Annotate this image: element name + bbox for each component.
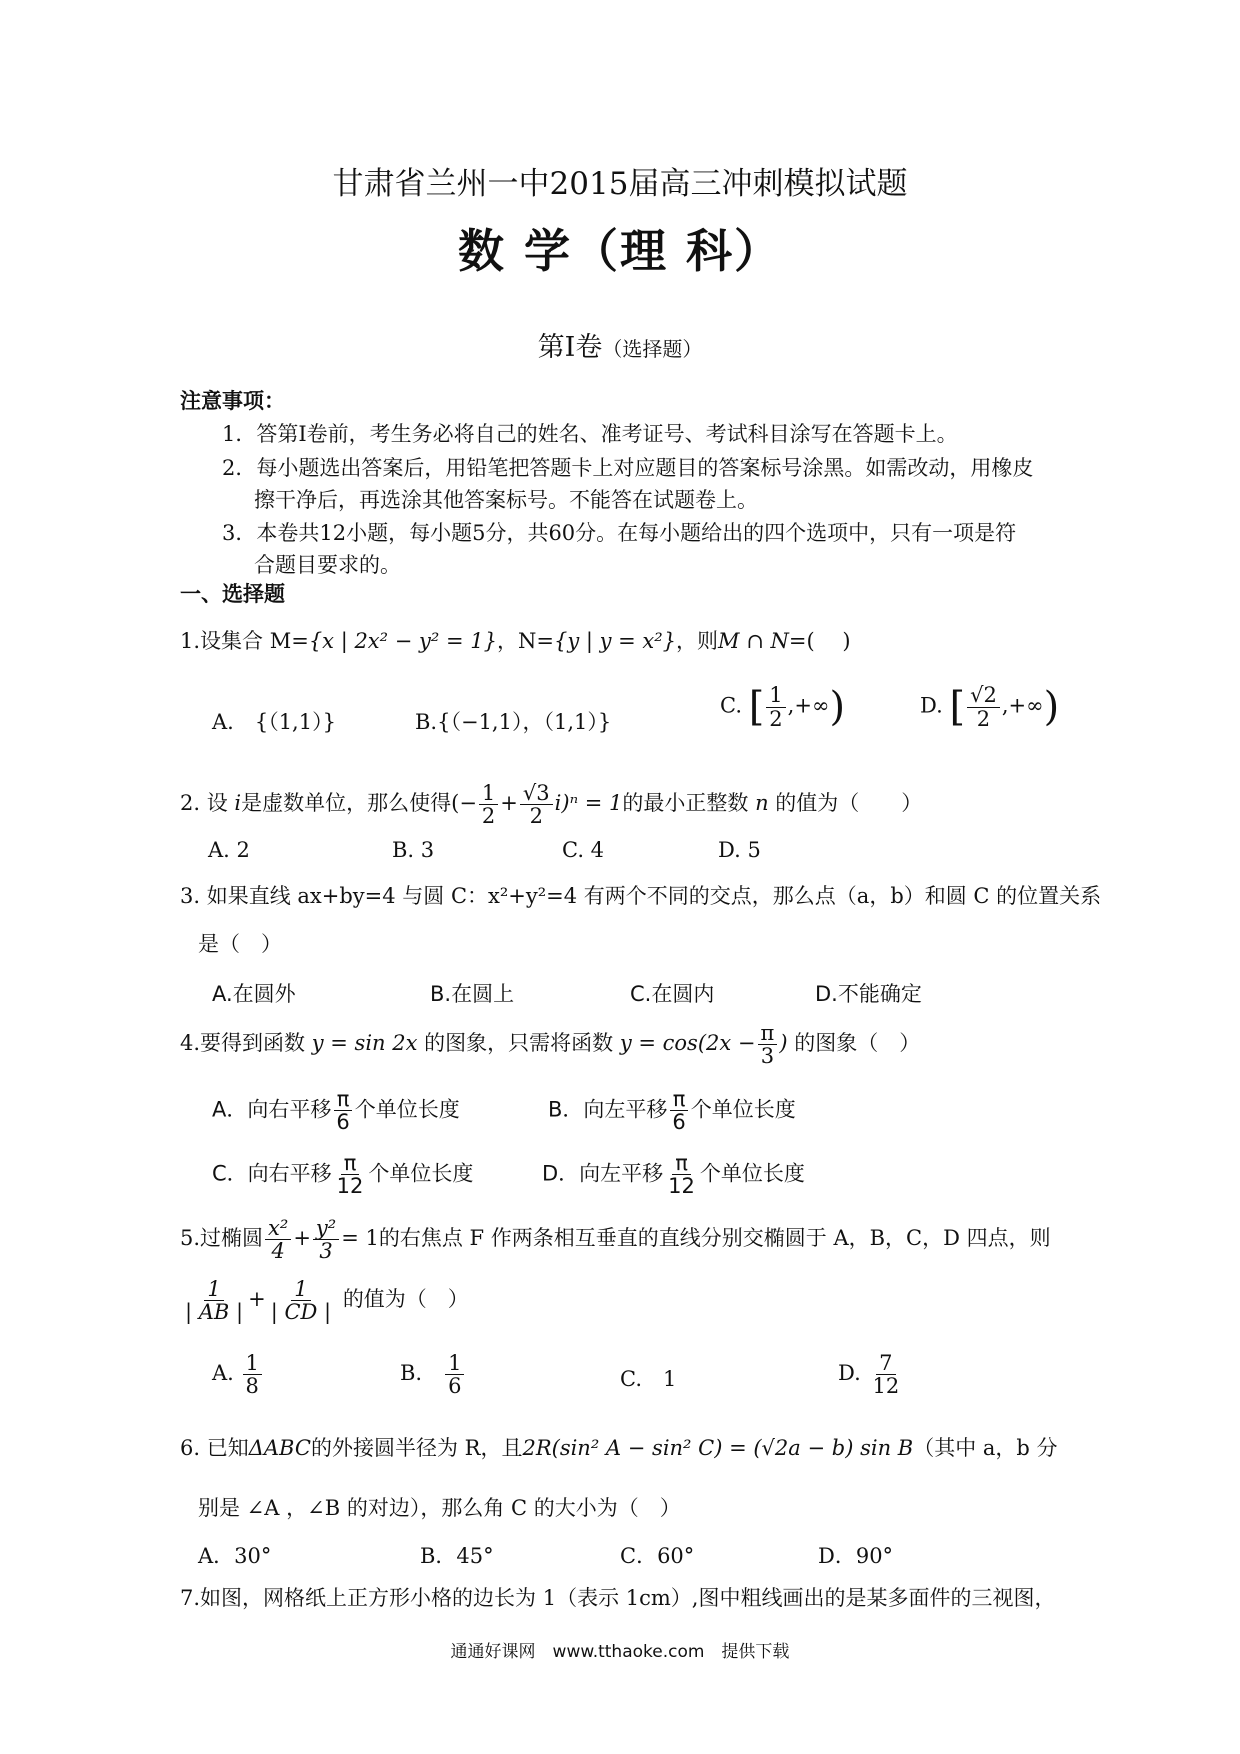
q5-ab-num: 1 [204,1278,223,1301]
q1-option-d [920,684,1059,730]
q1-c-open-bracket: [ [748,684,765,730]
q5-option-b [400,1352,466,1397]
q2-f2-num: √3 [520,782,553,805]
q4-function-2-pre: y = cos(2x − [619,1031,756,1056]
q5-cd-num: 1 [291,1278,310,1301]
q4-d-unit: 个单位长度 [699,1161,805,1186]
q4-a-den: 6 [336,1110,350,1135]
q4-fraction [758,1022,778,1067]
q6-triangle: ΔABC [248,1436,311,1460]
q6-text-b: 的外接圆半径为 R，且 [310,1436,523,1460]
q4-d-num: π [672,1152,691,1175]
q2-f2-den: 2 [529,804,543,829]
note-1: 1．答第Ⅰ卷前，考生务必将自己的姓名、准考证号、考试科目涂写在答题卡上。 [222,422,958,446]
q1-c-fraction [766,684,785,729]
notes-heading: 注意事项： [180,389,285,413]
q4-function-1: y = sin 2x [311,1031,418,1056]
q1-text-a: 1.设集合 M= [180,629,309,653]
q4-d-pre: D．向左平移 [542,1161,664,1186]
q4-a-pre: A．向右平移 [212,1097,332,1122]
q4-d-fraction [665,1152,698,1197]
q3-option-b: B.在圆上 [430,982,515,1006]
q4-c-pre: C．向右平移 [212,1161,332,1186]
q5-d-label: D. [838,1361,861,1386]
q5-cd-den: | CD | [270,1300,332,1325]
q5-b-label: B. [400,1361,423,1386]
q5-a-num: 1 [243,1352,262,1375]
q6-text-c: （其中 a，b 分 [913,1436,1058,1460]
q4-option-a [212,1088,460,1133]
q2-option-c: C. 4 [562,838,605,862]
question-5-stem-line-2 [180,1278,469,1323]
question-5-stem-line-1 [180,1217,1051,1262]
q6-option-c: C．60° [620,1544,695,1568]
q4-a-num: π [334,1088,353,1111]
q1-set-m: {x | 2x² − y² = 1} [308,629,497,653]
q1-set-n: {y | y = x²} [553,629,677,653]
q4-a-unit: 个单位长度 [354,1097,460,1122]
q4-function-2-post: ) [779,1031,788,1056]
q2-text-a: 2. 设 [180,791,228,816]
q5-text-a: 5.过椭圆 [180,1226,264,1251]
q1-c-num: 1 [766,684,785,707]
q1-option-b: B.{（−1,1），（1,1）} [415,710,612,734]
q5-d-den: 12 [872,1374,900,1399]
q4-b-pre: B．向左平移 [548,1097,668,1122]
q5-a-den: 8 [245,1374,259,1399]
q2-option-d: D. 5 [718,838,761,862]
q1-d-fraction [967,684,1000,729]
q4-b-fraction [669,1088,688,1133]
q6-formula: 2R(sin² A − sin² C) = (√2a − b) sin B [522,1436,914,1460]
q5-b-fraction [445,1352,464,1397]
q2-n: n [755,791,769,816]
q5-x-den: 4 [271,1239,285,1264]
q2-post: i)ⁿ = 1 [554,791,623,816]
note-2b: 擦干净后，再选涂其他答案标号。不能答在试题卷上。 [254,488,758,512]
question-3-line-2: 是（ ） [198,932,282,956]
q2-i: i [234,791,242,816]
q1-c-tail: ,+∞ [787,693,830,718]
q4-d-den: 12 [668,1174,695,1199]
q4-text-a: 4.要得到函数 [180,1031,306,1056]
q5-eq: = 1 [341,1226,379,1251]
part-heading [0,325,1240,364]
q1-option-c [720,684,845,730]
q4-b-unit: 个单位长度 [690,1097,796,1122]
part-main: 第Ⅰ卷 [537,332,603,363]
q2-f1-num: 1 [479,782,498,805]
q2-fraction-2 [520,782,553,827]
q5-fraction-ab [182,1278,246,1323]
q4-f-num: π [758,1022,778,1045]
q5-option-a [212,1352,264,1397]
question-2-stem [180,782,922,827]
note-3a: 3．本卷共12小题，每小题5分，共60分。在每小题给出的四个选项中，只有一项是符 [222,521,1017,545]
q3-option-a: A.在圆外 [212,982,296,1006]
q1-d-den: 2 [976,706,991,731]
q4-c-unit: 个单位长度 [368,1161,474,1186]
q2-text-c: 的最小正整数 [622,791,749,816]
q5-b-num: 1 [445,1352,464,1375]
q2-text-b: 是虚数单位，那么使得 [241,791,452,816]
q1-c-close-paren: ) [829,684,846,730]
q6-option-b: B．45° [420,1544,494,1568]
q4-text-b: 的图象，只需将函数 [424,1031,614,1056]
question-3-line-1: 3. 如果直线 ax+by=4 与圆 C：x²+y²=4 有两个不同的交点，那么点（a，b）和圆 C 的位置关系 [180,884,1102,908]
q4-b-den: 6 [672,1110,686,1135]
q5-x-num: x² [265,1217,291,1240]
subject-title: 数 学（理 科） [457,224,783,278]
q3-option-c: C.在圆内 [630,982,715,1006]
part-sub: （选择题） [602,337,703,361]
q4-c-fraction [334,1152,367,1197]
q6-option-a: A．30° [198,1544,272,1568]
q4-b-num: π [670,1088,689,1111]
question-4-stem [180,1022,920,1067]
exam-title: 甘肃省兰州一中2015届高三冲刺模拟试题 [332,166,908,202]
q4-text-c: 的图象（ ） [794,1031,921,1056]
q5-y-num: y² [313,1217,339,1240]
q1-c-den: 2 [769,706,783,731]
page-footer: 通通好课网 www.tthaoke.com 提供下载 [450,1642,790,1662]
q2-option-a: A. 2 [208,838,250,862]
q5-text-b: 的右焦点 F 作两条相互垂直的直线分别交椭圆于 A，B，C，D 四点，则 [378,1226,1051,1251]
q5-option-d [838,1352,904,1397]
q4-c-den: 12 [336,1174,364,1199]
section-heading: 一、选择题 [180,582,285,606]
q5-option-c: C. 1 [620,1367,677,1391]
q3-option-d: D.不能确定 [815,982,922,1006]
q5-fraction-x [265,1217,291,1262]
question-7-line-1: 7.如图，网格纸上正方形小格的边长为 1（表示 1cm）,图中粗线画出的是某多面件的三视图， [180,1586,1056,1610]
q5-d-fraction [869,1352,902,1397]
q1-d-close-paren: ) [1043,684,1060,730]
q6-option-d: D．90° [818,1544,894,1568]
q4-f-den: 3 [760,1044,775,1069]
q5-fraction-cd [268,1278,334,1323]
q6-text-a: 6. 已知 [180,1436,249,1460]
q4-option-b [548,1088,796,1133]
q1-d-num: √2 [967,684,1000,707]
note-2a: 2．每小题选出答案后，用铅笔把答题卡上对应题目的答案标号涂黑。如需改动，用橡皮 [222,456,1034,480]
q1-d-tail: ,+∞ [1001,693,1044,718]
q4-option-d [542,1152,805,1197]
question-6-line-2: 别是 ∠A ，∠B 的对边），那么角 C 的大小为（ ） [198,1496,681,1520]
q5-y-den: 3 [319,1239,333,1264]
q2-pre: (− [451,791,477,816]
q5-plus: + [293,1226,311,1251]
q1-d-open-bracket: [ [949,684,966,730]
q2-text-d: 的值为（ ） [775,791,923,816]
q1-text-d: =( ) [788,629,851,653]
q1-text-c: ，则 [676,629,719,653]
q5-b-den: 6 [448,1374,462,1399]
note-3b: 合题目要求的。 [254,553,401,577]
q1-text-b: ，N= [496,629,554,653]
q4-c-num: π [341,1152,360,1175]
q5-fraction-y [313,1217,339,1262]
question-6-line-1 [180,1432,1058,1462]
q5-a-label: A. [212,1361,234,1386]
q5-ab-den: | AB | [185,1300,244,1325]
q2-fraction-1 [479,782,498,827]
q1-expr: M ∩ N [718,629,789,653]
q5-plus-2: + [248,1287,266,1312]
q1-c-label: C. [720,693,742,718]
q1-option-a: A. {（1,1）} [212,710,336,734]
q1-d-label: D. [920,693,943,718]
q4-a-fraction [333,1088,352,1133]
q5-d-num: 7 [876,1352,895,1375]
q5-text-c: 的值为（ ） [342,1287,469,1312]
q2-plus: + [500,791,518,816]
q5-a-fraction [243,1352,262,1397]
question-1-stem [180,625,851,655]
q2-f1-den: 2 [481,804,496,829]
q4-option-c [212,1152,473,1197]
q2-option-b: B. 3 [392,838,435,862]
